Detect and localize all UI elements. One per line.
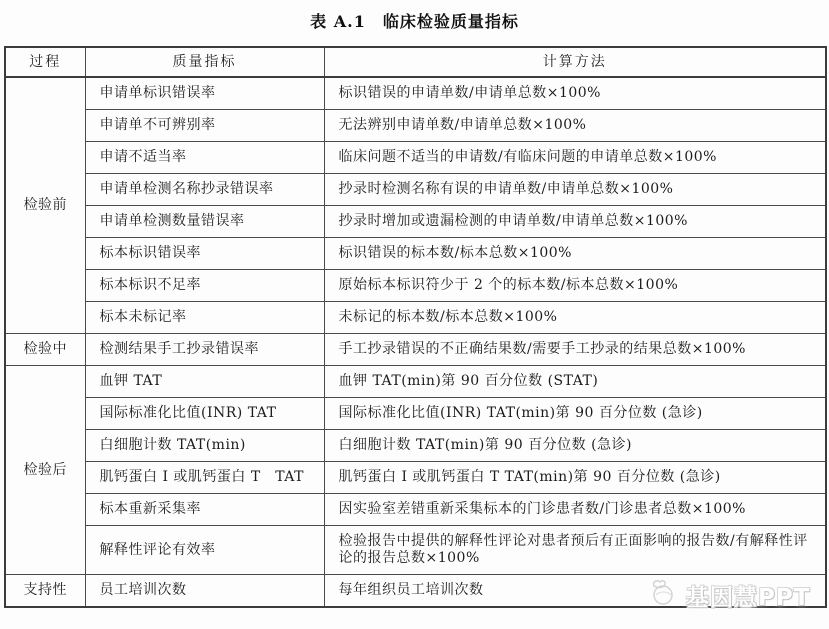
indicator-cell: 白细胞计数 TAT(min) <box>85 430 324 462</box>
table-body <box>5 77 826 607</box>
indicator-cell: 申请不适当率 <box>85 142 324 174</box>
header-method: 计算方法 <box>324 47 826 77</box>
indicator-cell: 解释性评论有效率 <box>85 526 324 575</box>
method-cell: 肌钙蛋白 I 或肌钙蛋白 T TAT(min)第 90 百分位数 (急诊) <box>324 462 826 494</box>
table-row <box>5 238 826 270</box>
header-indicator: 质量指标 <box>85 47 324 77</box>
method-cell: 标识错误的标本数/标本总数×100% <box>324 238 826 270</box>
process-cell: 支持性 <box>5 575 85 608</box>
method-cell: 抄录时增加或遗漏检测的申请单数/申请单总数×100% <box>324 206 826 238</box>
table-row <box>5 334 826 366</box>
method-cell: 无法辨别申请单数/申请单总数×100% <box>324 110 826 142</box>
table-row <box>5 110 826 142</box>
indicator-cell: 标本未标记率 <box>85 302 324 334</box>
table-row <box>5 462 826 494</box>
indicator-cell: 肌钙蛋白 I 或肌钙蛋白 T TAT <box>85 462 324 494</box>
method-cell: 临床问题不适当的申请数/有临床问题的申请单总数×100% <box>324 142 826 174</box>
indicator-cell: 标本重新采集率 <box>85 494 324 526</box>
indicator-cell: 血钾 TAT <box>85 366 324 398</box>
process-cell: 检验中 <box>5 334 85 366</box>
header-process: 过程 <box>5 47 85 77</box>
table-row <box>5 398 826 430</box>
indicator-cell: 申请单检测名称抄录错误率 <box>85 174 324 206</box>
table-row <box>5 77 826 110</box>
table-row <box>5 142 826 174</box>
table-row <box>5 430 826 462</box>
table-row <box>5 526 826 575</box>
method-cell: 国际标准化比值(INR) TAT(min)第 90 百分位数 (急诊) <box>324 398 826 430</box>
method-cell: 血钾 TAT(min)第 90 百分位数 (STAT) <box>324 366 826 398</box>
indicator-cell: 申请单检测数量错误率 <box>85 206 324 238</box>
method-cell: 检验报告中提供的解释性评论对患者预后有正面影响的报告数/有解释性评论的报告总数×100% <box>324 526 826 575</box>
table-header-row <box>5 47 826 77</box>
indicator-cell: 员工培训次数 <box>85 575 324 608</box>
method-cell: 原始标本标识符少于 2 个的标本数/标本总数×100% <box>324 270 826 302</box>
table-row <box>5 174 826 206</box>
indicator-cell: 申请单标识错误率 <box>85 77 324 110</box>
method-cell: 因实验室差错重新采集标本的门诊患者数/门诊患者总数×100% <box>324 494 826 526</box>
method-cell: 未标记的标本数/标本总数×100% <box>324 302 826 334</box>
process-cell: 检验前 <box>5 77 85 334</box>
watermark-text: 基因慧PPT <box>686 584 811 611</box>
method-cell: 每年组织员工培训次数 <box>324 575 826 608</box>
table-row <box>5 302 826 334</box>
indicator-cell: 标本标识错误率 <box>85 238 324 270</box>
method-cell: 白细胞计数 TAT(min)第 90 百分位数 (急诊) <box>324 430 826 462</box>
table-row <box>5 366 826 398</box>
clinical-quality-indicators-table <box>4 46 827 608</box>
page-title: 表 A.1 临床检验质量指标 <box>310 12 519 31</box>
table-row <box>5 494 826 526</box>
process-cell: 检验后 <box>5 366 85 575</box>
table-row <box>5 270 826 302</box>
method-cell: 手工抄录错误的不正确结果数/需要手工抄录的结果总数×100% <box>324 334 826 366</box>
method-cell: 标识错误的申请单数/申请单总数×100% <box>324 77 826 110</box>
indicator-cell: 检测结果手工抄录错误率 <box>85 334 324 366</box>
indicator-cell: 标本标识不足率 <box>85 270 324 302</box>
indicator-cell: 国际标准化比值(INR) TAT <box>85 398 324 430</box>
indicator-cell: 申请单不可辨别率 <box>85 110 324 142</box>
method-cell: 抄录时检测名称有误的申请单数/申请单总数×100% <box>324 174 826 206</box>
table-row <box>5 206 826 238</box>
table-row <box>5 575 826 608</box>
